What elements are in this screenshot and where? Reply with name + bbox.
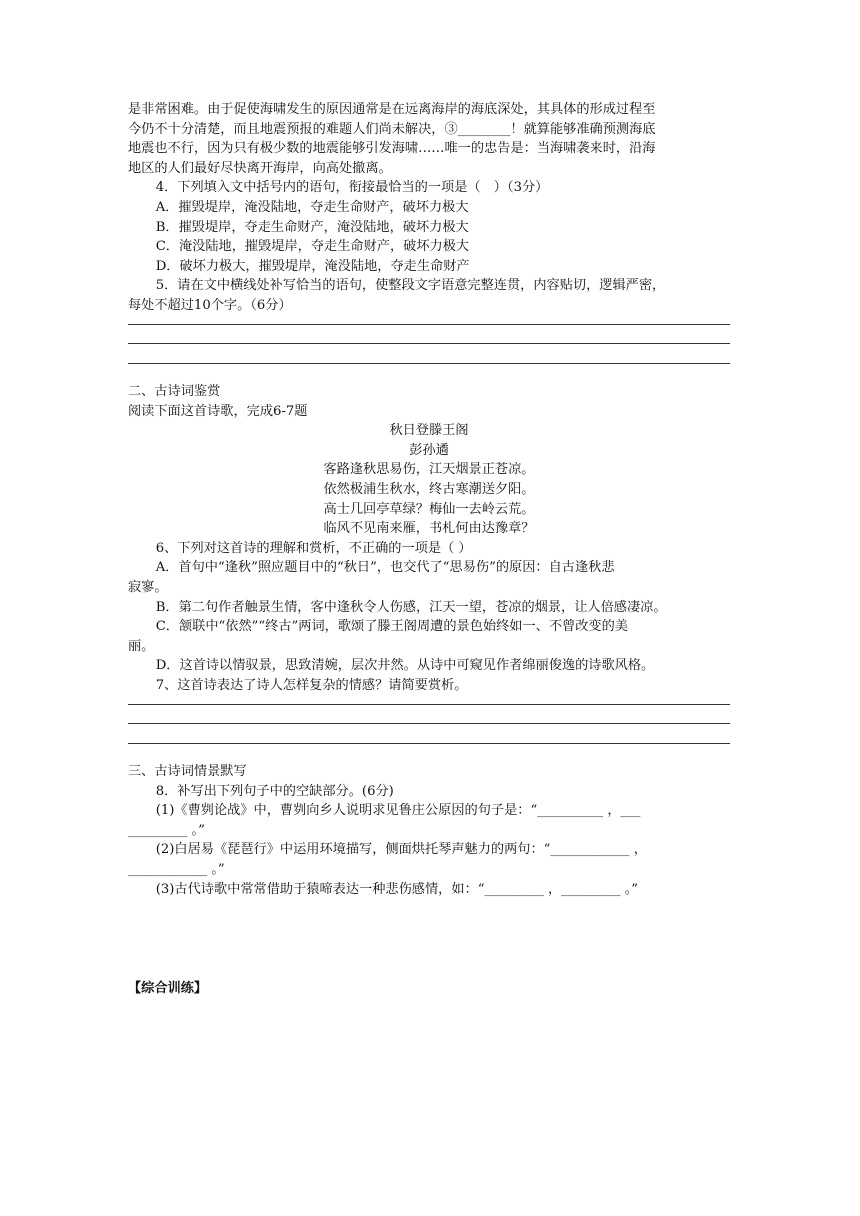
- passage-line-3: 地震也不行，因为只有极少数的地震能够引发海啸……唯一的忠告是：当海啸袭来时，沿海: [128, 141, 656, 157]
- question-4-option-a: A．摧毁堤岸，淹没陆地，夺走生命财产，破坏力极大: [155, 199, 469, 215]
- question-7-stem: 7、这首诗表达了诗人怎样复杂的情感？请简要赏析。: [155, 677, 468, 693]
- answer-line[interactable]: [128, 723, 730, 724]
- poem-title: 秋日登滕王阁: [389, 423, 469, 439]
- answer-line[interactable]: [128, 743, 730, 744]
- poem-line-3: 高士几回亭草绿？梅仙一去岭云荒。: [323, 501, 535, 517]
- question-4-option-c: C．淹没陆地，摧毁堤岸，夺走生命财产，破坏力极大: [155, 239, 470, 255]
- passage-line-2: 今仍不十分清楚，而且地震预报的难题人们尚未解决，③________！就算能够准确预测海底: [128, 121, 656, 137]
- poem-line-4: 临风不见南来雁，书札何由达豫章？: [323, 521, 535, 537]
- poem-author: 彭孙遹: [409, 442, 449, 458]
- section-3-heading: 三、古诗词情景默写: [128, 764, 247, 780]
- passage-line-4: 地区的人们最好尽快离开海岸，向高处撤离。: [128, 160, 392, 176]
- question-6-option-b: B．第二句作者触景生情，客中逢秋令人伤感，江天一望，苍凉的烟景，让人倍感凄凉。: [155, 599, 667, 615]
- poem-line-1: 客路逢秋思易伤，江天烟景正苍凉。: [323, 462, 535, 478]
- question-8-item-1: (1)《曹刿论战》中，曹刿向乡人说明求见鲁庄公原因的句子是：“__________ ，___: [155, 803, 641, 819]
- question-4-option-b: B．摧毁堤岸，夺走生命财产，淹没陆地，破坏力极大: [155, 219, 469, 235]
- section-2-heading: 二、古诗词鉴赏: [128, 384, 221, 400]
- question-6-option-d: D．这首诗以情驭景，思致清婉，层次井然。从诗中可窥见作者绵丽俊逸的诗歌风格。: [155, 658, 655, 674]
- answer-lines-q7: [128, 704, 730, 744]
- document-page: [128, 100, 730, 999]
- comprehensive-training-heading: 【综合训练】: [128, 981, 208, 997]
- question-8-item-3: (3)古代诗歌中常常借助于猿啼表达一种悲伤感情，如：“_________ ，_________ 。”: [155, 881, 639, 897]
- question-6-option-c: C．颔联中“依然”“终古”两词，歌颂了滕王阁周遭的景色始终如一、不曾改变的美: [155, 619, 628, 635]
- passage-line-1: 是非常困难。由于促使海啸发生的原因通常是在远离海岸的海底深处，其具体的形成过程至: [128, 102, 656, 117]
- question-6-option-c-cont: 丽。: [128, 638, 155, 654]
- poem-line-2: 依然极浦生秋水，终古寒潮送夕阳。: [323, 482, 535, 497]
- question-8-item-1-cont: _________ 。”: [128, 822, 205, 838]
- answer-line[interactable]: [128, 363, 730, 364]
- question-6-option-a: A．首句中“逢秋”照应题目中的“秋日”，也交代了“思易伤”的原因：自古逢秋悲: [155, 560, 615, 576]
- answer-line[interactable]: [128, 704, 730, 705]
- question-4-stem: 4．下列填入文中括号内的语句，衔接最恰当的一项是（ ）（3分）: [155, 180, 549, 196]
- question-8-item-2-cont: ____________ 。”: [128, 862, 225, 877]
- question-6-stem: 6、下列对这首诗的理解和赏析，不正确的一项是（ ）: [155, 540, 472, 556]
- question-6-option-a-cont: 寂寥。: [128, 579, 168, 595]
- question-5-stem-cont: 每处不超过10个字。（6分）: [128, 297, 292, 313]
- section-2-instruction: 阅读下面这首诗歌，完成6-7题: [128, 403, 308, 419]
- question-8-stem: 8．补写出下列句子中的空缺部分。(6分): [155, 783, 394, 799]
- question-4-option-d: D．破坏力极大，摧毁堤岸，淹没陆地，夺走生命财产: [155, 258, 470, 274]
- answer-line[interactable]: [128, 324, 730, 325]
- answer-line[interactable]: [128, 343, 730, 344]
- question-5-stem: 5．请在文中横线处补写恰当的语句，使整段文字语意完整连贯，内容贴切，逻辑严密，: [155, 278, 666, 294]
- answer-lines-q5: [128, 324, 730, 364]
- question-8-item-2: (2)白居易《琵琶行》中运用环境描写，侧面烘托琴声魅力的两句：“____________ ，: [155, 842, 647, 858]
